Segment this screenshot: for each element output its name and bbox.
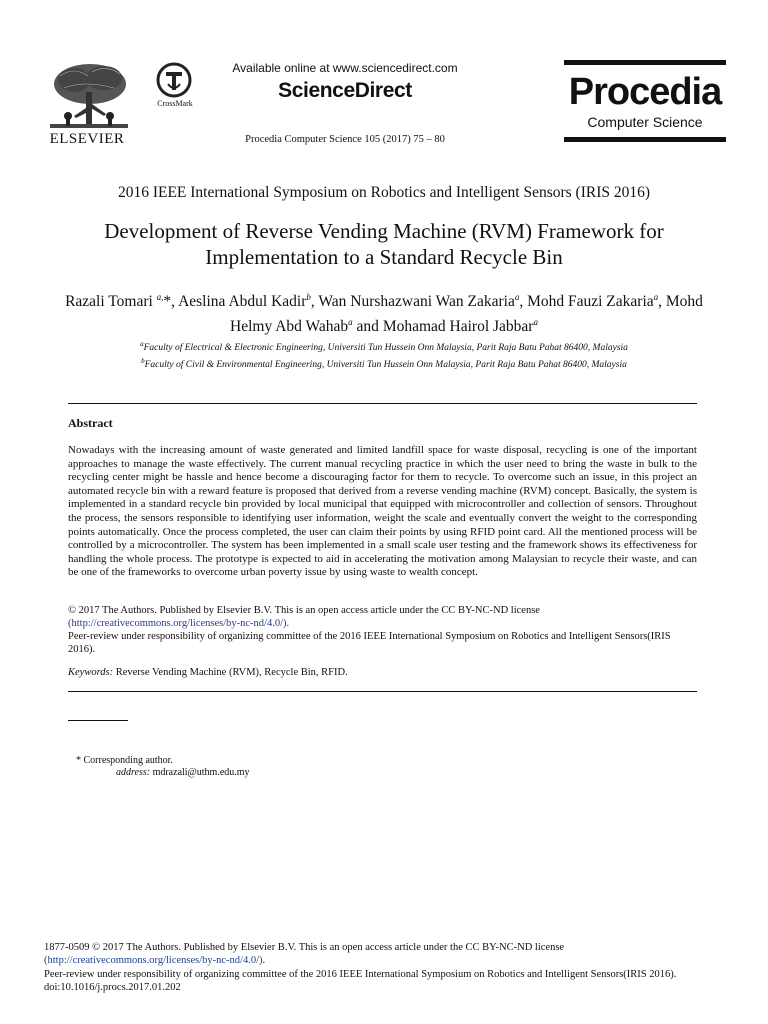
author-affiliation-mark: a	[348, 317, 353, 328]
author-affiliation-mark: a	[653, 292, 659, 302]
affiliation-line	[90, 338, 678, 355]
author-name: Razali Tomari	[65, 293, 157, 311]
author-name: Wan Nurshazwani Wan Zakaria	[318, 293, 515, 311]
divider	[68, 403, 697, 404]
author-name: Mohd Fauzi Zakaria	[527, 293, 654, 311]
sciencedirect-logo[interactable]: ScienceDirect	[278, 79, 412, 102]
corresponding-author-label: * Corresponding author.	[76, 755, 173, 766]
keywords-value: Reverse Vending Machine (RVM), Recycle Bin, RFID.	[113, 667, 348, 678]
abstract-text: Nowadays with the increasing amount of waste generated and limited landfill space for waste disposal, recycling is one of the important approaches to manage the waste effectively. The current manual recycling practice in which the user need to bring the waste in bulk to the recycling center might be hassle and hence become a discouraging factor for them to recycle. To overcome such an issue, in this project an automated recycle bin with a reward feature is proposed that derived from a reverse vending machine (RVM) concept. Basically, the system is implemented in a standard recycle bin provided by local municipal that equipped with microcontroller and collection of sensors. Throughout the process, the sensors responsible to identifying user information, weight the scale and eventually convert the weight to the corresponding points automatically. Once the process completed, the user can claim their points by using RFID point card. All the mentioned process will be controlled by a microcontroller. The system has been implemented in a small scale user testing and the framework shows its effectiveness for handling the whole process. The prototype is expected to aid in accelerating the motivation among Malaysian to recycle their waste, and can be one of the frameworks to overcome urban poverty issue by using waste to wealth concept.	[68, 444, 697, 579]
license-block	[68, 604, 697, 656]
author-affiliation-mark: a	[533, 317, 538, 328]
footer-license-link[interactable]: (http://creativecommons.org/licenses/by-nc-nd/4.0/)	[44, 955, 263, 967]
author-affiliation-mark: a	[514, 292, 520, 302]
paper-title-line: Implementation to a Standard Recycle Bin	[205, 245, 563, 269]
conference-name: 2016 IEEE International Symposium on Robotics and Intelligent Sensors (IRIS 2016)	[117, 184, 651, 201]
keywords-label: Keywords:	[68, 667, 114, 678]
procedia-logo: Procedia	[568, 71, 722, 113]
address-label: address:	[116, 767, 151, 778]
footer-license: 1877-0509 © 2017 The Authors. Published by Elsevier B.V. This is an open access article under the CC BY-NC-ND license	[44, 942, 565, 953]
footnote-rule	[68, 720, 128, 721]
affiliation-mark: b	[141, 357, 145, 366]
peer-review-text: Peer-review under responsibility of organizing committee of the 2016 IEEE International Symposium on Robotics and Intelligent Sensors(IRIS 2016).	[68, 631, 671, 655]
footer-period: .	[262, 955, 266, 967]
affiliation-text: Faculty of Electrical & Electronic Engineering, Universiti Tun Hussein Onn Malaysia, Parit Raja Batu Pahat 86400, Malaysia	[143, 343, 628, 354]
affiliation-mark: a	[140, 340, 144, 348]
page-footer	[44, 941, 734, 995]
address-email[interactable]: mdrazali@uthm.edu.my	[150, 767, 250, 778]
affiliations	[90, 338, 678, 372]
divider	[68, 691, 697, 692]
author-name: Mohd Helmy Abd Wahab	[230, 293, 703, 336]
license-text: © 2017 The Authors. Published by Elsevier B.V. This is an open access article under the CC BY-NC-ND license	[68, 605, 540, 616]
abstract-heading: Abstract	[68, 416, 113, 430]
paper-title	[40, 218, 728, 270]
footer-peer-review: Peer-review under responsibility of organizing committee of the 2016 IEEE International Symposium on Robotics and Intelligent Sensors(IRIS 2016).	[44, 968, 677, 980]
author-name: Mohamad Hairol Jabbar	[382, 318, 534, 336]
crossmark-label: CrossMark	[157, 99, 193, 108]
affiliation-text: Faculty of Civil & Environmental Engineering, Universiti Tun Hussein Onn Malaysia, Parit Raja Batu Pahat 86400, Malaysia	[144, 360, 627, 371]
journal-citation: Procedia Computer Science 105 (2017) 75 – 80	[245, 134, 445, 145]
procedia-top-rule	[564, 60, 726, 65]
author-list: Razali Tomari $^{a,}$*, Aeslina Abdul Kadir$^b$, Wan Nurshazwani Wan Zakaria$^a$, Mohd Fauzi Zakaria$^a$, Mohd Helmy Abd Wahab$^a$ and Mohamad Hairol Jabbar$^a$	[65, 292, 703, 336]
footer-doi[interactable]: doi:10.1016/j.procs.2017.01.202	[44, 982, 181, 994]
procedia-subtitle: Computer Science	[587, 114, 703, 130]
publisher-name: ELSEVIER	[49, 131, 125, 147]
corresponding-address	[116, 767, 250, 778]
author-affiliation-mark: a,	[156, 292, 164, 302]
procedia-bottom-rule	[564, 137, 726, 142]
affiliation-line	[90, 355, 678, 372]
author-affiliation-mark: b	[306, 292, 311, 302]
available-online-text: Available online at www.sciencedirect.com	[232, 61, 458, 75]
paper-title-line: Development of Reverse Vending Machine (RVM) Framework for	[104, 219, 664, 243]
license-link[interactable]: (http://creativecommons.org/licenses/by-nc-nd/4.0/).	[68, 618, 290, 629]
author-name: Aeslina Abdul Kadir	[178, 293, 307, 311]
keywords	[68, 667, 697, 678]
